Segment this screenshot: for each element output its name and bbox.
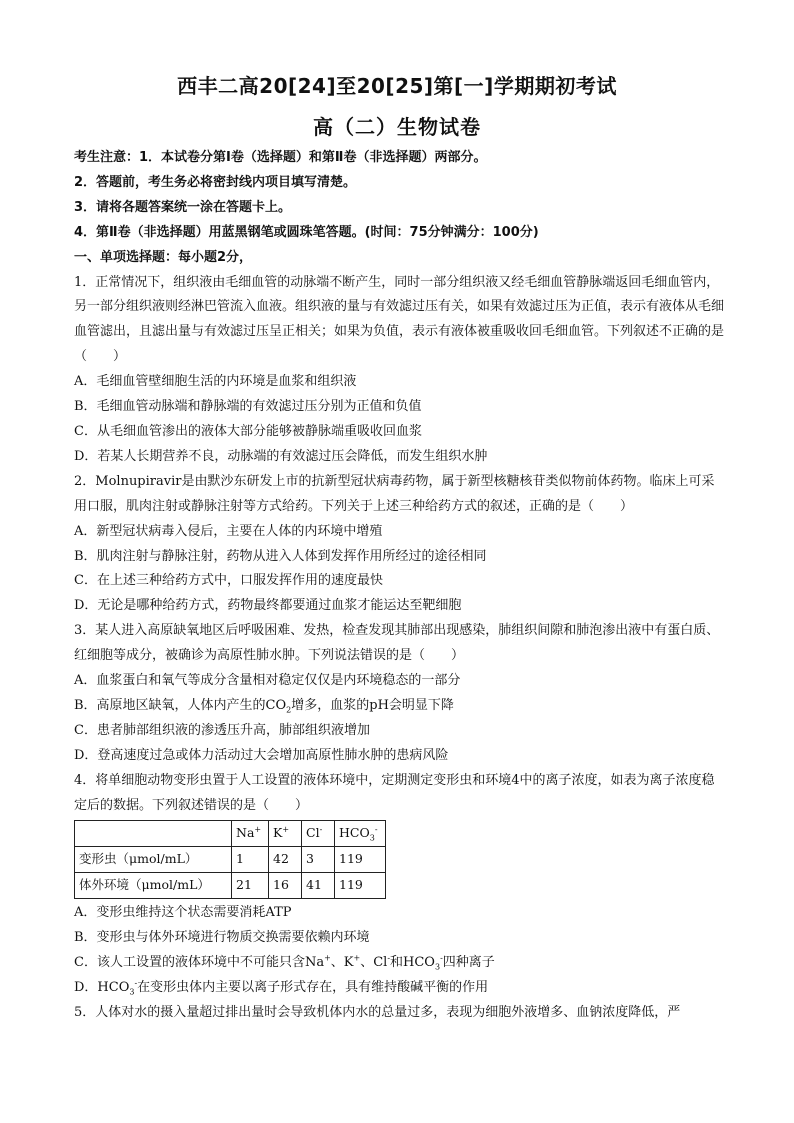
table-row bbox=[75, 873, 386, 899]
note-4: 4．第Ⅱ卷（非选择题）用蓝黑钢笔或圆珠笔答题。(时间：75分钟满分：100分) bbox=[74, 224, 539, 240]
q2-option-a: A．新型冠状病毒入侵后，主要在人体的内环境中增殖 bbox=[74, 523, 383, 539]
ion-table bbox=[74, 820, 386, 899]
table-cell: 1 bbox=[232, 847, 269, 873]
exam-title: 西丰二高20[24]至20[25]第[一]学期期初考试 bbox=[177, 74, 617, 98]
q3-option-b bbox=[74, 694, 726, 719]
q3-option-a: A．血浆蛋白和氧气等成分含量相对稳定仅仅是内环境稳态的一部分 bbox=[74, 673, 461, 689]
table-header: Cl- bbox=[302, 821, 335, 847]
q1-option-c: C．从毛细血管渗出的液体大部分能够被静脉端重吸收回血浆 bbox=[74, 423, 422, 439]
table-cell: 体外环境（μmol/mL） bbox=[75, 873, 232, 899]
table-cell: 119 bbox=[335, 847, 386, 873]
exam-body bbox=[74, 146, 726, 1026]
table-header: Na+ bbox=[232, 821, 269, 847]
q1-option-a: A．毛细血管壁细胞生活的内环境是血浆和组织液 bbox=[74, 374, 357, 390]
table-row bbox=[75, 847, 386, 873]
q2-option-b: B．肌肉注射与静脉注射，药物从进入人体到发挥作用所经过的途径相同 bbox=[74, 548, 487, 564]
q4-option-a: A．变形虫维持这个状态需要消耗ATP bbox=[74, 905, 292, 921]
q1-option-b: B．毛细血管动脉端和静脉端的有效滤过压分别为正值和负值 bbox=[74, 399, 422, 415]
q3-b-post: 增多，血浆的pH会明显下降 bbox=[291, 697, 454, 713]
table-cell: 42 bbox=[269, 847, 302, 873]
table-header: K+ bbox=[269, 821, 302, 847]
note-3: 3．请将各题答案统一涂在答题卡上。 bbox=[74, 199, 292, 215]
q3-b-pre: B．高原地区缺氧，人体内产生的CO bbox=[74, 697, 287, 713]
table-cell: 41 bbox=[302, 873, 335, 899]
exam-subtitle: 高（二）生物试卷 bbox=[313, 115, 481, 139]
q3-b-sub: 2 bbox=[286, 705, 292, 715]
q2-stem: 2．Molnupiravir是由默沙东研发上市的抗新型冠状病毒药物，属于新型核糖核苷类似物前体药物。临床上可采用口服，肌肉注射或静脉注射等方式给药。下列关于上述三种给药方式的叙述，正确的是（ ） bbox=[74, 473, 715, 514]
q1-option-d: D．若某人长期营养不良，动脉端的有效滤过压会降低，而发生组织水肿 bbox=[74, 448, 488, 464]
table-cell bbox=[75, 821, 232, 847]
table-cell: 变形虫（μmol/mL） bbox=[75, 847, 232, 873]
table-cell: 119 bbox=[335, 873, 386, 899]
q4-option-c: C．该人工设置的液体环境中不可能只含Na+、K+、Cl-和$HCO_3^-$四种离子 bbox=[74, 953, 495, 972]
q4-stem: 4．将单细胞动物变形虫置于人工设置的液体环境中，定期测定变形虫和环境4中的离子浓度，如表为离子浓度稳定后的数据。下列叙述错误的是（ ） bbox=[74, 772, 715, 813]
q4-option-d: D．$HCO_3^-$在变形虫体内主要以离子形式存在，具有维持酸碱平衡的作用 bbox=[74, 978, 489, 997]
table-row bbox=[75, 821, 386, 847]
q2-option-d: D．无论是哪种给药方式，药物最终都要通过血浆才能运达至靶细胞 bbox=[74, 598, 462, 614]
q3-option-d: D．登高速度过急或体力活动过大会增加高原性肺水肿的患病风险 bbox=[74, 747, 449, 763]
q1-stem: 1．正常情况下，组织液由毛细血管的动脉端不断产生，同时一部分组织液又经毛细血管静脉端返回毛细血管内，另一部分组织液则经淋巴管流入血液。组织液的量与有效滤过压有关，如果有效滤过压为正值，表示有液体从毛细血管滤出，且滤出量与有效滤过压呈正相关；如果为负值，表示有液体被重吸收回毛细血管。下列叙述不正确的是（ ） bbox=[74, 274, 725, 365]
table-cell: 3 bbox=[302, 847, 335, 873]
q2-option-c: C．在上述三种给药方式中，口服发挥作用的速度最快 bbox=[74, 573, 383, 589]
q3-option-c: C．患者肺部组织液的渗透压升高，肺部组织液增加 bbox=[74, 722, 370, 738]
q3-stem: 3．某人进入高原缺氧地区后呼吸困难、发热，检查发现其肺部出现感染，肺组织间隙和肺泡渗出液中有蛋白质、红细胞等成分，被确诊为高原性肺水肿。下列说法错误的是（ ） bbox=[74, 623, 720, 664]
section-title: 一、单项选择题：每小题2分， bbox=[74, 249, 253, 265]
note-1: 考生注意：1．本试卷分第Ⅰ卷（选择题）和第Ⅱ卷（非选择题）两部分。 bbox=[74, 150, 487, 165]
note-2: 2．答题前，考生务必将密封线内项目填写清楚。 bbox=[74, 174, 357, 190]
table-header: $HCO_3^-$ bbox=[335, 821, 386, 847]
table-cell: 21 bbox=[232, 873, 269, 899]
q5-stem: 5．人体对水的摄入量超过排出量时会导致机体内水的总量过多，表现为细胞外液增多、血钠浓度降低，严 bbox=[74, 1004, 681, 1020]
q4-option-b: B．变形虫与体外环境进行物质交换需要依赖内环境 bbox=[74, 930, 370, 946]
table-cell: 16 bbox=[269, 873, 302, 899]
